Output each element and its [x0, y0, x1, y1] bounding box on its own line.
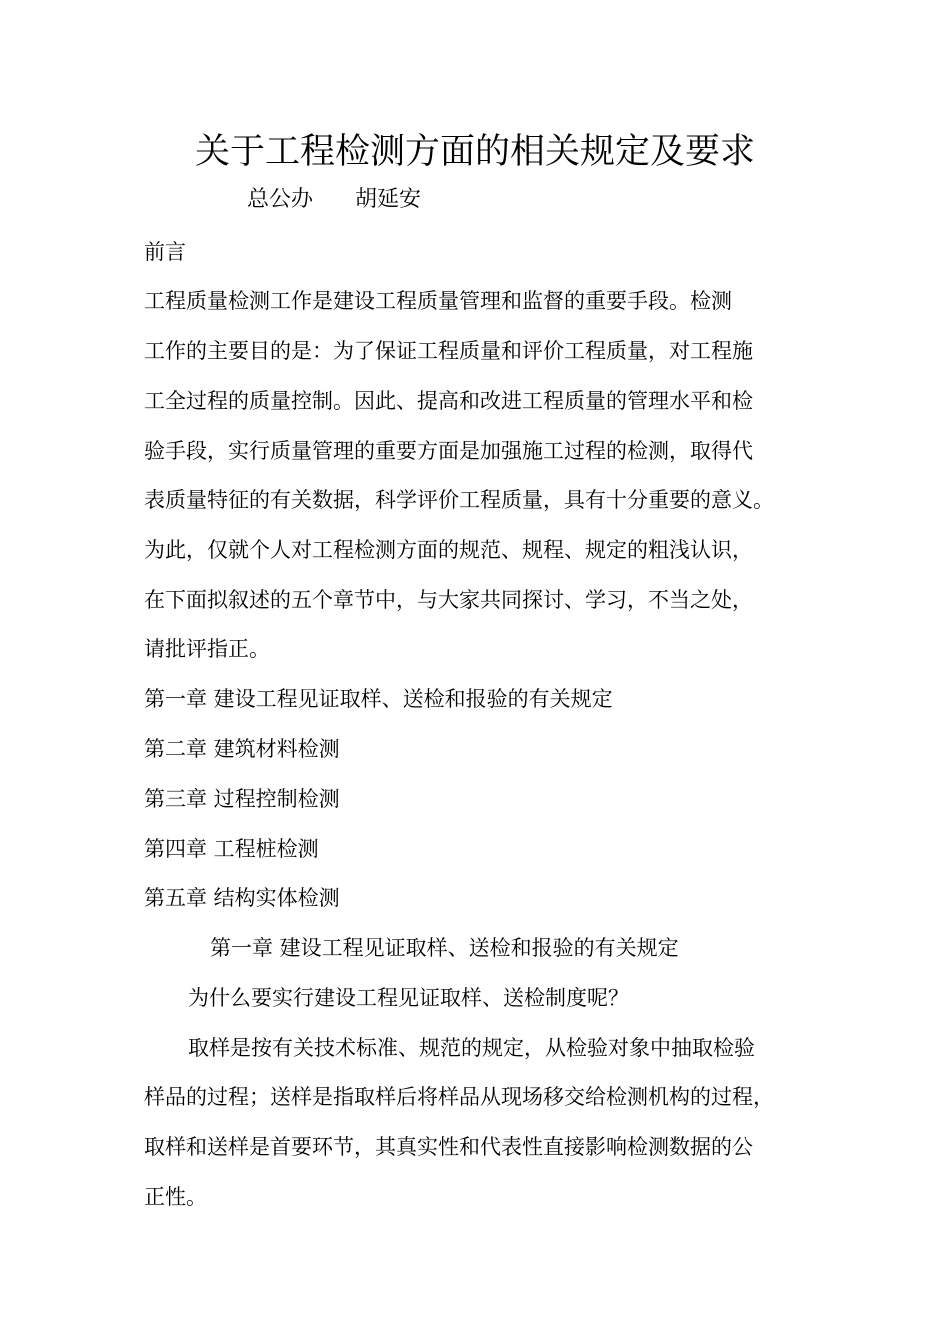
document-author: 总公办 胡延安 — [247, 187, 421, 212]
paragraph-line: 在下面拟叙述的五个章节中，与大家共同探讨、学习，不当之处， — [144, 588, 753, 612]
paragraph-line: 工作的主要目的是：为了保证工程质量和评价工程质量，对工程施 — [144, 339, 753, 363]
chapter-list-item: 第五章 结构实体检测 — [144, 886, 340, 910]
paragraph-line: 表质量特征的有关数据，科学评价工程质量，具有十分重要的意义。 — [144, 488, 774, 512]
paragraph-line: 正性。 — [144, 1185, 207, 1209]
paragraph-line: 工全过程的质量控制。因此、提高和改进工程质量的管理水平和检 — [144, 389, 753, 413]
question-line: 为什么要实行建设工程见证取样、送检制度呢？ — [188, 986, 629, 1010]
chapter-list-item: 第三章 过程控制检测 — [144, 787, 340, 811]
paragraph-line: 为此，仅就个人对工程检测方面的规范、规程、规定的粗浅认识， — [144, 538, 753, 562]
chapter-list-item: 第四章 工程桩检测 — [144, 837, 319, 861]
preface-heading: 前言 — [144, 240, 186, 264]
paragraph-line: 工程质量检测工作是建设工程质量管理和监督的重要手段。检测 — [144, 289, 732, 313]
chapter-list-item: 第二章 建筑材料检测 — [144, 737, 340, 761]
chapter-list-item: 第一章 建设工程见证取样、送检和报验的有关规定 — [144, 687, 613, 711]
paragraph-line: 请批评指正。 — [144, 637, 270, 661]
document-title: 关于工程检测方面的相关规定及要求 — [194, 132, 755, 172]
chapter1-heading: 第一章 建设工程见证取样、送检和报验的有关规定 — [210, 936, 679, 960]
paragraph-line: 样品的过程；送样是指取样后将样品从现场移交给检测机构的过程， — [144, 1085, 774, 1109]
paragraph-line: 取样是按有关技术标准、规范的规定，从检验对象中抽取检验 — [188, 1036, 755, 1060]
paragraph-line: 取样和送样是首要环节，其真实性和代表性直接影响检测数据的公 — [144, 1135, 753, 1159]
paragraph-line: 验手段，实行质量管理的重要方面是加强施工过程的检测，取得代 — [144, 439, 753, 463]
